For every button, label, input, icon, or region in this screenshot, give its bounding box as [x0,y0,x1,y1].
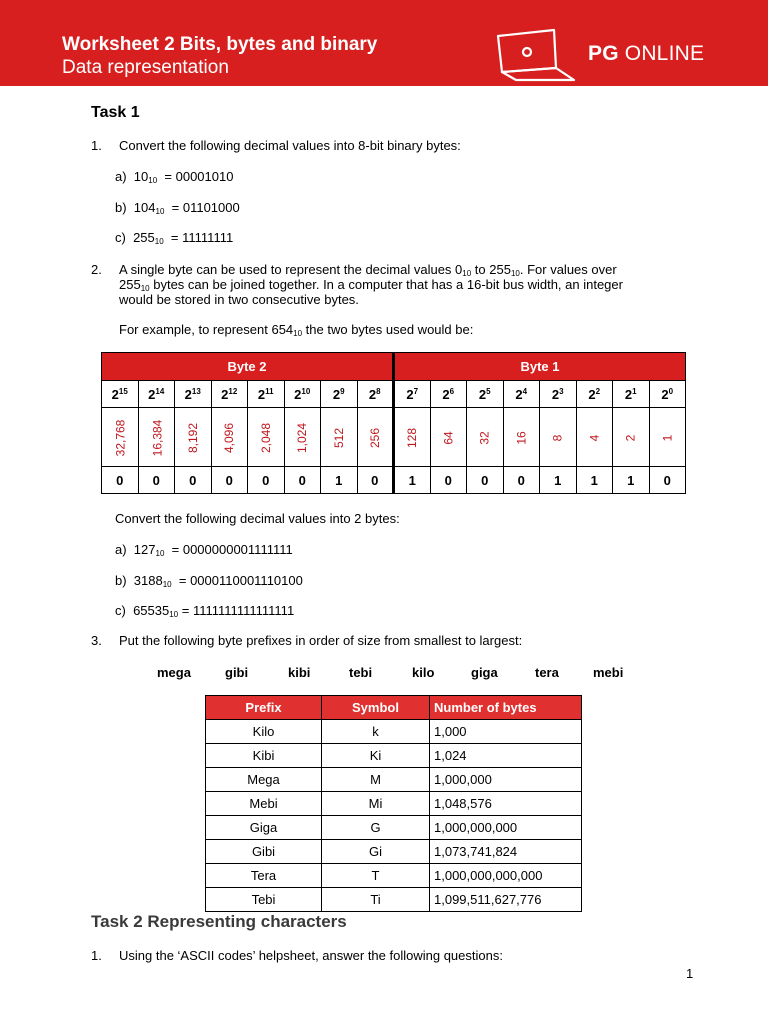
table-row [206,792,582,816]
bit-cell: 1 [321,467,358,494]
bit-cell: 1 [576,467,613,494]
symbol-cell: Gi [322,840,430,864]
bits-row [102,467,686,494]
pg-online-logo: PG ONLINE [588,42,705,65]
q1-text: Convert the following decimal values into 8-bit binary bytes: [119,138,461,153]
power-cell: $2^2$ [576,381,613,408]
q1-answer-c: c) $255_{10} = 11111111$ [115,230,234,246]
power-cell: $2^6$ [430,381,467,408]
bytes-cell: 1,000,000,000 [430,816,582,840]
q2-answer-a: a) $127_{10} = 0000000001111111$ [115,542,293,558]
bytes-cell: 1,099,511,627,776 [430,888,582,912]
place-value-cell: 256 [357,408,394,467]
place-value-cell: 1 [649,408,686,467]
q2-text: A single byte can be used to represent the decimal values $0_{10}$ to $255_{10}$. For values over $255_{10}$ bytes can be joined together. In a computer that has a 16-bit bus width, an integer would be stored in two consecutive bytes. [119,262,623,307]
prefix-cell: Mebi [206,792,322,816]
place-value-cell: 8,192 [175,408,212,467]
q2-number: 2. [91,262,102,277]
bit-cell: 0 [467,467,504,494]
byte-table [101,352,686,494]
task2-heading: Task 2 Representing characters [91,912,347,931]
symbol-cell: Ti [322,888,430,912]
byte2-header: Byte 2 [102,353,394,381]
bit-cell: 1 [540,467,577,494]
bit-cell: 1 [394,467,431,494]
q1-number: 1. [91,138,102,153]
prefix-cell: Mega [206,768,322,792]
q2-example-text: For example, to represent $654_{10}$ the two bytes used would be: [119,322,474,338]
place-value-cell: 1,024 [284,408,321,467]
place-value-cell: 4,096 [211,408,248,467]
place-value-cell: 8 [540,408,577,467]
convert-2bytes-text: Convert the following decimal values into 2 bytes: [115,511,400,526]
prefix-word: giga [471,665,498,680]
prefix-table [205,695,582,912]
prefix-word: kibi [288,665,311,680]
table-row [206,816,582,840]
power-cell: $2^3$ [540,381,577,408]
table-row [206,744,582,768]
symbol-cell: M [322,768,430,792]
power-cell: $2^9$ [321,381,358,408]
bit-cell: 0 [248,467,285,494]
bit-cell: 0 [284,467,321,494]
bit-cell: 0 [175,467,212,494]
place-value-cell: 16 [503,408,540,467]
bit-cell: 0 [211,467,248,494]
power-cell: $2^5$ [467,381,504,408]
worksheet-subtitle: Data representation [62,57,229,78]
bit-cell: 0 [102,467,139,494]
powers-row [102,381,686,408]
place-value-cell: 4 [576,408,613,467]
place-value-cell: 64 [430,408,467,467]
q2-answer-b: b) $3188_{10} = 0000110001110100$ [115,573,303,589]
byte1-header: Byte 1 [394,353,686,381]
prefix-word: mebi [593,665,624,680]
bit-cell: 1 [613,467,650,494]
laptop-logo-icon [494,28,578,82]
bytes-cell: 1,000,000 [430,768,582,792]
header-banner [0,0,768,86]
task2-q1-number: 1. [91,948,102,963]
table-row [206,864,582,888]
bit-cell: 0 [138,467,175,494]
power-cell: $2^{12}$ [211,381,248,408]
task2-q1-text: Using the ‘ASCII codes’ helpsheet, answer the following questions: [119,948,503,963]
place-values-row [102,408,686,467]
power-cell: $2^{14}$ [138,381,175,408]
prefix-word: gibi [225,665,249,680]
symbol-cell: Mi [322,792,430,816]
bit-cell: 0 [357,467,394,494]
prefix-word: kilo [412,665,435,680]
power-cell: $2^7$ [394,381,431,408]
prefix-cell: Tebi [206,888,322,912]
worksheet-title: Worksheet 2 Bits, bytes and binary [62,34,378,55]
bit-cell: 0 [430,467,467,494]
prefix-column-header: Prefix [206,696,322,720]
power-cell: $2^1$ [613,381,650,408]
table-row [206,720,582,744]
q2-answer-c: c) $65535_{10} = 1111111111111111$ [115,603,295,619]
prefix-word: tera [535,665,559,680]
prefix-cell: Kibi [206,744,322,768]
symbol-cell: Ki [322,744,430,768]
symbol-cell: G [322,816,430,840]
bytes-cell: 1,073,741,824 [430,840,582,864]
bytes-cell: 1,048,576 [430,792,582,816]
task1-heading: Task 1 [91,104,140,121]
prefix-cell: Giga [206,816,322,840]
table-row [206,888,582,912]
q3-text: Put the following byte prefixes in order of size from smallest to largest: [119,633,523,648]
bytes-column-header: Number of bytes [430,696,582,720]
page-number: 1 [686,966,694,981]
power-cell: $2^8$ [357,381,394,408]
bytes-cell: 1,024 [430,744,582,768]
place-value-cell: 2 [613,408,650,467]
power-cell: $2^{10}$ [284,381,321,408]
power-cell: $2^{15}$ [102,381,139,408]
prefix-cell: Tera [206,864,322,888]
place-value-cell: 512 [321,408,358,467]
prefix-word: mega [157,665,191,680]
q3-number: 3. [91,633,102,648]
prefix-cell: Kilo [206,720,322,744]
prefix-word: tebi [349,665,373,680]
bit-cell: 0 [649,467,686,494]
symbol-column-header: Symbol [322,696,430,720]
bytes-cell: 1,000,000,000,000 [430,864,582,888]
power-cell: $2^{13}$ [175,381,212,408]
place-value-cell: 32,768 [102,408,139,467]
symbol-cell: T [322,864,430,888]
power-cell: $2^0$ [649,381,686,408]
symbol-cell: k [322,720,430,744]
bytes-cell: 1,000 [430,720,582,744]
table-row [206,768,582,792]
power-cell: $2^{11}$ [248,381,285,408]
power-cell: $2^4$ [503,381,540,408]
table-row [206,840,582,864]
place-value-cell: 16,384 [138,408,175,467]
place-value-cell: 32 [467,408,504,467]
place-value-cell: 2,048 [248,408,285,467]
place-value-cell: 128 [394,408,431,467]
q1-answer-b: b) $104_{10} = 01101000$ [115,200,240,216]
bit-cell: 0 [503,467,540,494]
q1-answer-a: a) $10_{10} = 00001010$ [115,169,234,185]
prefix-cell: Gibi [206,840,322,864]
